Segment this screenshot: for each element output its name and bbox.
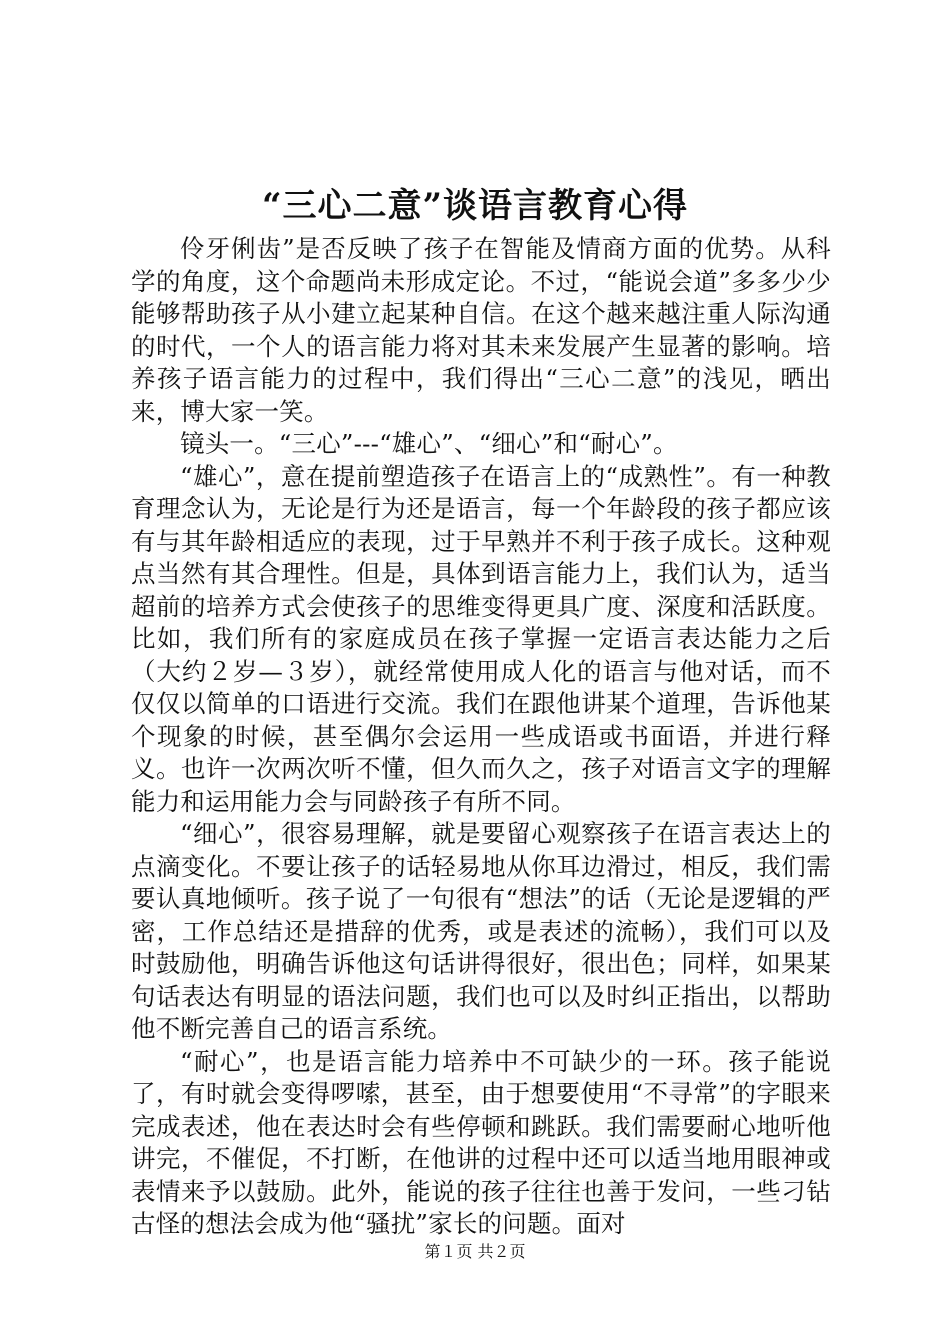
paragraph-intro: 伶牙俐齿”是否反映了孩子在智能及情商方面的优势。从科学的角度，这个命题尚未形成定论。不过，“能说会道”多多少少能够帮助孩子从小建立起某种自信。在这个越来越注重人际沟通的时代，一个人的语言能力将对其未来发展产生显著的影响。培养孩子语言能力的过程中，我们得出“三心二意”的浅见，晒出来，博大家一笑。: [131, 234, 831, 426]
page-footer: 第１页 共２页: [424, 1242, 526, 1261]
document-title: “三心二意”谈语言教育心得: [261, 186, 689, 226]
paragraph-scene-one: 镜头一。“三心”---“雄心”、“细心”和“耐心”。: [180, 429, 678, 458]
paragraph-patience: “耐心”，也是语言能力培养中不可缺少的一环。孩子能说了，有时就会变得啰嗦，甚至，由于想要使用“不寻常”的字眼来完成表述，他在表达时会有些停顿和跳跃。我们需要耐心地听他讲完，不催促，不打断，在他讲的过程中还可以适当地用眼神或表情来予以鼓励。此外，能说的孩子往往也善于发问，一些刁钻古怪的想法会成为他“骚扰”家长的问题。面对: [131, 1046, 831, 1238]
document-body: [131, 233, 831, 1241]
paragraph-ambition: “雄心”，意在提前塑造孩子在语言上的“成熟性”。有一种教育理念认为，无论是行为还是语言，每一个年龄段的孩子都应该有与其年龄相适应的表现，过于早熟并不利于孩子成长。这种观点当然有其合理性。但是，具体到语言能力上，我们认为，适当超前的培养方式会使孩子的思维变得更具广度、深度和活跃度。比如，我们所有的家庭成员在孩子掌握一定语言表达能力之后（大约２岁—３岁），就经常使用成人化的语言与他对话，而不仅仅以简单的口语进行交流。我们在跟他讲某个道理，告诉他某个现象的时候，甚至偶尔会运用一些成语或书面语，并进行释义。也许一次两次听不懂，但久而久之，孩子对语言文字的理解能力和运用能力会与同龄孩子有所不同。: [131, 461, 831, 816]
paragraph-carefulness: “细心”，很容易理解，就是要留心观察孩子在语言表达上的点滴变化。不要让孩子的话轻易地从你耳边滑过，相反，我们需要认真地倾听。孩子说了一句很有“想法”的话（无论是逻辑的严密，工作总结还是措辞的优秀，或是表述的流畅），我们可以及时鼓励他，明确告诉他这句话讲得很好，很出色；同样，如果某句话表达有明显的语法问题，我们也可以及时纠正指出，以帮助他不断完善自己的语言系统。: [131, 819, 831, 1043]
